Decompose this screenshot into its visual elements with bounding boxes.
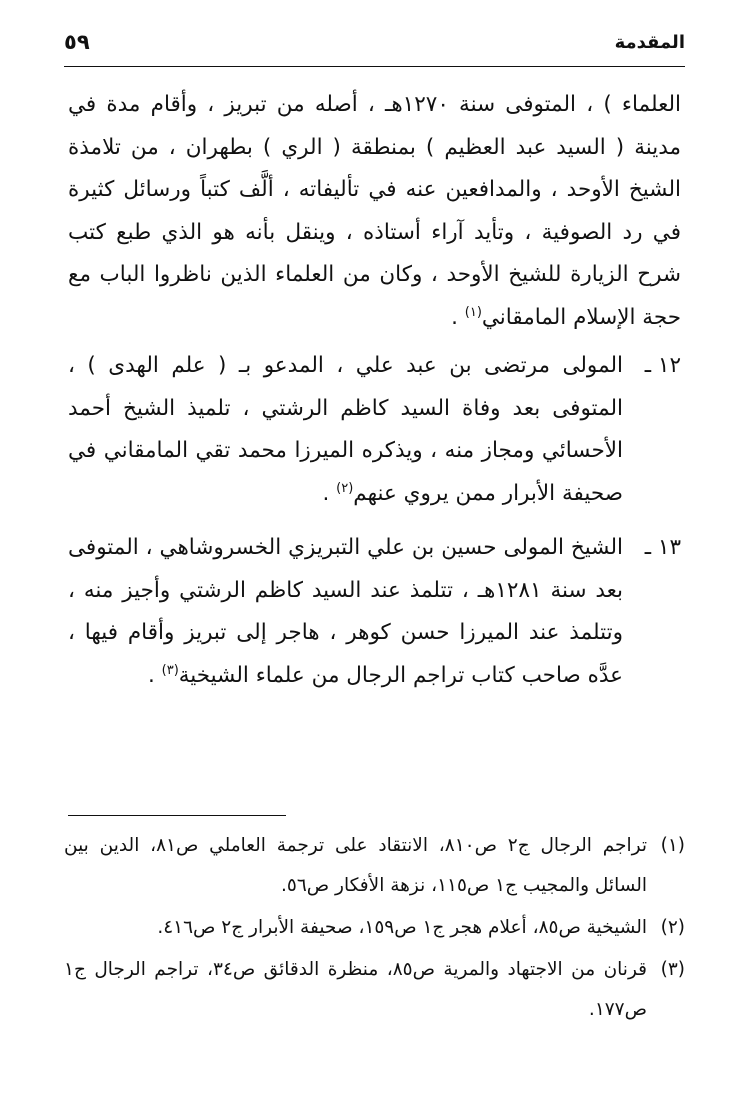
- entry-13: [68, 527, 681, 697]
- entry-text: المولى مرتضى بن عبد علي ، المدعو بـ ( علم الهدى ) ، المتوفى بعد وفاة السيد كاظم الرشتي ، تلميذ الشيخ أحمد الأحسائي ومجاز منه ، ويذكره الميرزا محمد تقي المامقاني في صحيفة الأبرار ممن يروي عنهم: [68, 353, 623, 506]
- entry-end: .: [322, 480, 337, 506]
- intro-text: العلماء ) ، المتوفى سنة ١٢٧٠هـ ، أصله من تبريز ، وأقام مدة في مدينة ( السيد عبد العظيم ) بمنطقة ( الري ) بطهران ، من تلامذة الشيخ الأوحد ، والمدافعين عنه في تأليفاته ، ألَّف كتباً ورسائل كثيرة في رد الصوفية ، وتأيد آراء أستاذه ، وينقل بأنه هو الذي طبع كتب شرح الزيارة للشيخ الأوحد ، وكان من العلماء الذين ناظروا الباب مع حجة الإسلام المامقاني: [68, 92, 681, 330]
- intro-paragraph: [68, 84, 681, 339]
- entry-end: .: [147, 662, 162, 688]
- footnotes: [64, 826, 685, 1032]
- footnote-number: (١): [660, 835, 685, 856]
- footnote-number: (٢): [660, 917, 685, 938]
- footnote-3: [64, 950, 685, 1030]
- footnote-ref-3: (٣): [161, 662, 179, 678]
- footnote-separator: [68, 815, 286, 816]
- entry-number: ١٣ ـ: [644, 535, 681, 560]
- entry-text: الشيخ المولى حسين بن علي التبريزي الخسروشاهي ، المتوفى بعد سنة ١٢٨١هـ ، تتلمذ عند السيد كاظم الرشتي وأجيز منه ، وتتلمذ عند الميرزا حسن كوهر ، هاجر إلى تبريز وأقام فيها ، عدَّه صاحب كتاب تراجم الرجال من علماء الشيخية: [68, 535, 624, 688]
- main-text: [68, 84, 681, 697]
- footnote-2: [64, 908, 685, 948]
- intro-end: .: [451, 304, 465, 330]
- footnote-ref-1: (١): [464, 304, 482, 320]
- footnote-text: تراجم الرجال ج٢ ص٨١٠، الانتقاد على ترجمة العاملي ص٨١، الدين بين السائل والمجيب ج١ ص١١٥، نزهة الأفكار ص٥٦.: [64, 835, 647, 896]
- footnote-text: قرنان من الاجتهاد والمرية ص٨٥، منظرة الدقائق ص٣٤، تراجم الرجال ج١ ص١٧٧.: [64, 959, 647, 1020]
- footnote-number: (٣): [660, 959, 685, 980]
- running-head: [64, 26, 685, 60]
- footnote-ref-2: (٢): [336, 480, 354, 496]
- entry-number: ١٢ ـ: [644, 353, 681, 378]
- footnote-text: الشيخية ص٨٥، أعلام هجر ج١ ص١٥٩، صحيفة الأبرار ج٢ ص٤١٦.: [157, 917, 647, 938]
- section-title: المقدمة: [614, 32, 685, 53]
- header-rule: [64, 66, 685, 67]
- page-number: ٥٩: [64, 30, 90, 54]
- footnote-1: [64, 826, 685, 906]
- entry-12: [68, 345, 681, 515]
